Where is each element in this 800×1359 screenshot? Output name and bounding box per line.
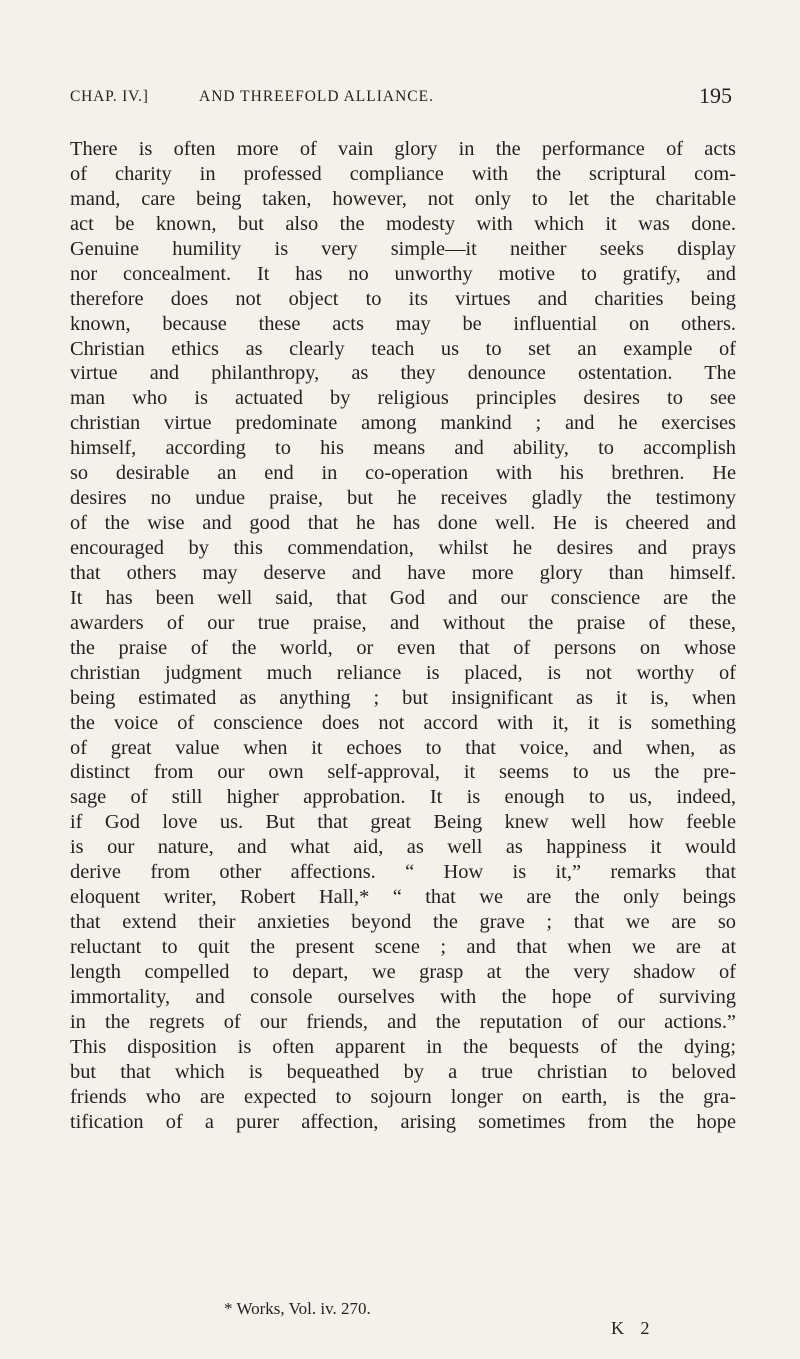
- text-line: in the regrets of our friends, and the reputation of our actions.”: [70, 1010, 736, 1033]
- text-line: therefore does not object to its virtues and charities being: [70, 287, 736, 310]
- text-line: act be known, but also the modesty with which it was done.: [70, 212, 736, 235]
- text-line: There is often more of vain glory in the performance of acts: [70, 138, 736, 160]
- footnote: * Works, Vol. iv. 270.: [224, 1299, 371, 1318]
- text-line: It has been well said, that God and our conscience are the: [70, 586, 736, 609]
- text-line: virtue and philanthropy, as they denounce ostentation. The: [70, 362, 736, 385]
- text-line: known, because these acts may be influential on others.: [70, 312, 736, 335]
- text-line: that others may deserve and have more glory than himself.: [70, 561, 736, 584]
- body-text: [70, 137, 736, 1135]
- text-line: of charity in professed compliance with the scriptural com-: [70, 162, 736, 185]
- text-line: man who is actuated by religious principles desires to see: [70, 387, 736, 410]
- text-line: This disposition is often apparent in the bequests of the dying;: [70, 1035, 736, 1058]
- text-line: that extend their anxieties beyond the grave ; that we are so: [70, 911, 736, 934]
- text-line: the praise of the world, or even that of persons on whose: [70, 636, 736, 659]
- text-line: so desirable an end in co-operation with his brethren. He: [70, 462, 736, 485]
- text-line: length compelled to depart, we grasp at the very shadow of: [70, 960, 736, 983]
- text-line: encouraged by this commendation, whilst he desires and prays: [70, 537, 736, 559]
- text-line: eloquent writer, Robert Hall,* “ that we are the only beings: [70, 886, 736, 909]
- page-number: 195: [699, 83, 732, 108]
- running-title: AND THREEFOLD ALLIANCE.: [199, 88, 434, 105]
- text-line: of the wise and good that he has done well. He is cheered and: [70, 512, 736, 535]
- text-line: distinct from our own self-approval, it seems to us the pre-: [70, 761, 736, 784]
- running-header: [70, 83, 732, 118]
- text-line: of great value when it echoes to that voice, and when, as: [70, 736, 736, 759]
- text-line: awarders of our true praise, and without the praise of these,: [70, 611, 736, 634]
- text-line: being estimated as anything ; but insignificant as it is, when: [70, 686, 736, 709]
- text-line: Genuine humility is very simple—it neither seeks display: [70, 237, 736, 260]
- text-line: immortality, and console ourselves with the hope of surviving: [70, 985, 736, 1008]
- text-line: is our nature, and what aid, as well as happiness it would: [70, 836, 736, 859]
- text-line: nor concealment. It has no unworthy motive to gratify, and: [70, 262, 736, 285]
- signature-mark: K 2: [611, 1318, 656, 1338]
- text-line: derive from other affections. “ How is it,” remarks that: [70, 861, 736, 884]
- text-line: himself, according to his means and ability, to accomplish: [70, 437, 736, 460]
- text-line: Christian ethics as clearly teach us to set an example of: [70, 337, 736, 360]
- text-line: friends who are expected to sojourn longer on earth, is the gra-: [70, 1085, 736, 1108]
- text-line: reluctant to quit the present scene ; and that when we are at: [70, 936, 736, 958]
- text-line: mand, care being taken, however, not only to let the charitable: [70, 187, 736, 210]
- text-line: sage of still higher approbation. It is enough to us, indeed,: [70, 786, 736, 809]
- text-line: tification of a purer affection, arising sometimes from the hope: [70, 1110, 736, 1133]
- text-line: christian virtue predominate among mankind ; and he exercises: [70, 412, 736, 435]
- text-line: if God love us. But that great Being knew well how feeble: [70, 811, 736, 834]
- text-line: the voice of conscience does not accord with it, it is something: [70, 711, 736, 734]
- text-line: desires no undue praise, but he receives gladly the testimony: [70, 487, 736, 510]
- text-line: but that which is bequeathed by a true christian to beloved: [70, 1060, 736, 1083]
- text-line: christian judgment much reliance is placed, is not worthy of: [70, 661, 736, 684]
- chapter-label: CHAP. IV.]: [70, 88, 149, 105]
